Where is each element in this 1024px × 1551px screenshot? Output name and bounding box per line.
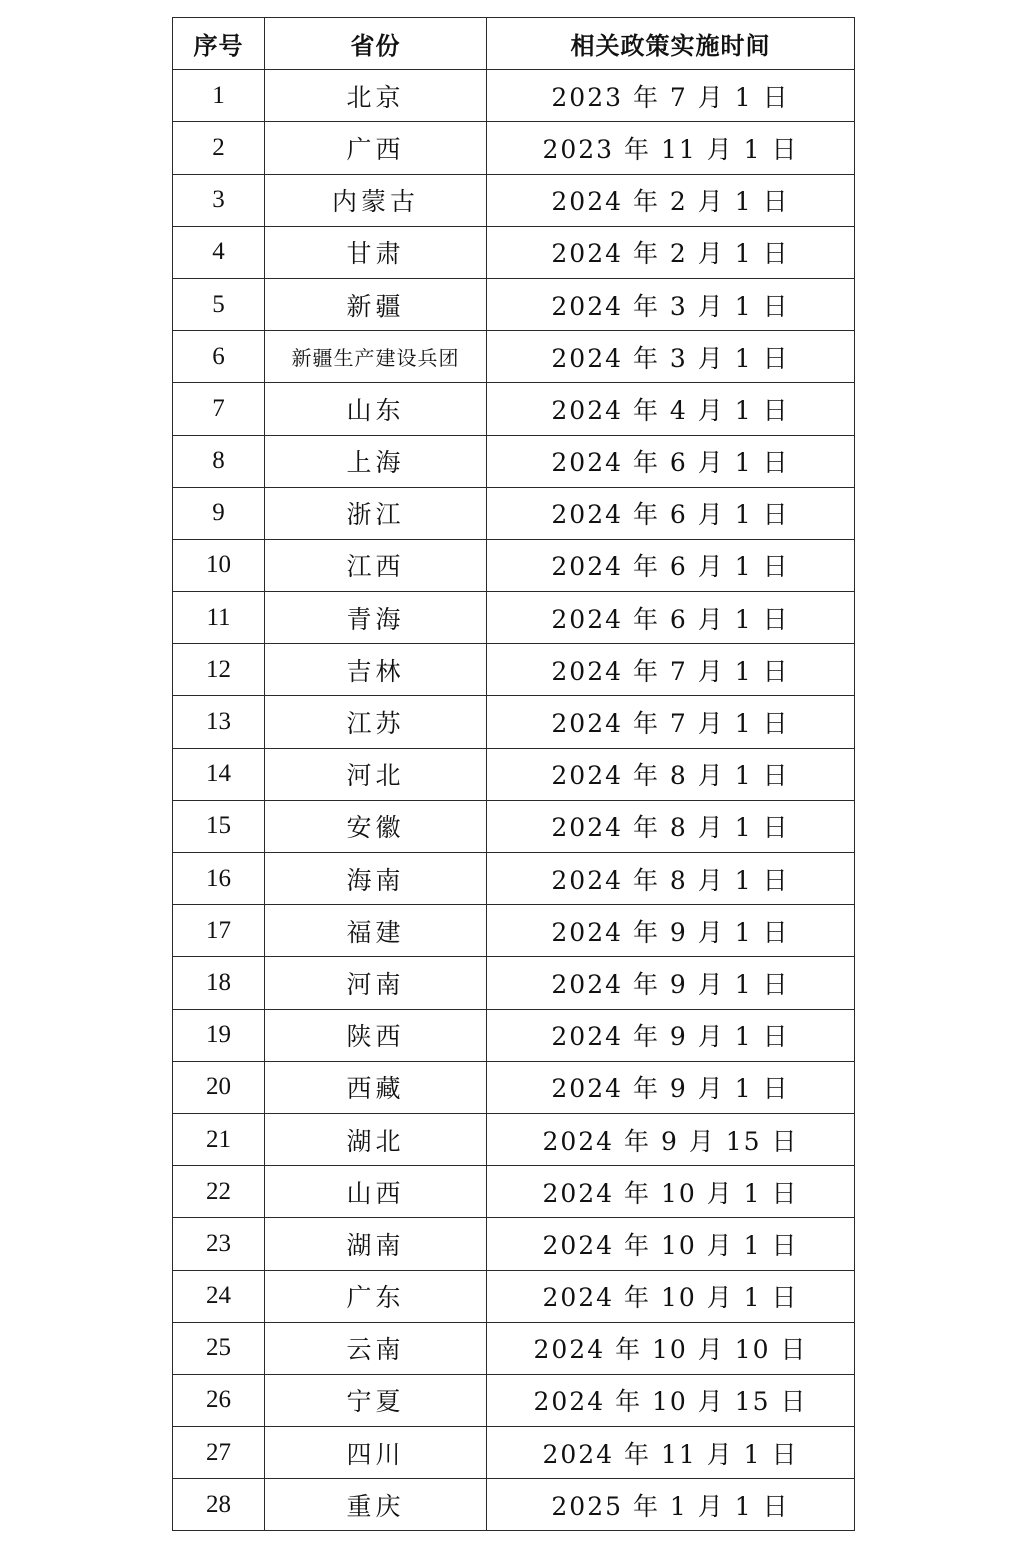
serial-number-cell: 16 — [173, 853, 265, 905]
province-cell: 新疆生产建设兵团 — [265, 331, 487, 383]
table-row — [173, 70, 855, 122]
serial-number-cell: 17 — [173, 905, 265, 957]
serial-number-cell: 7 — [173, 383, 265, 435]
table-row — [173, 696, 855, 748]
province-cell: 江苏 — [265, 696, 487, 748]
serial-number-cell: 6 — [173, 331, 265, 383]
header-implementation-date: 相关政策实施时间 — [487, 18, 855, 70]
implementation-date-cell: 2024 年 6 月 1 日 — [487, 435, 855, 487]
table-row — [173, 1322, 855, 1374]
implementation-date-cell: 2024 年 8 月 1 日 — [487, 800, 855, 852]
table-row — [173, 1374, 855, 1426]
table-row — [173, 800, 855, 852]
table-row — [173, 383, 855, 435]
implementation-date-cell: 2024 年 10 月 1 日 — [487, 1270, 855, 1322]
table-row — [173, 1113, 855, 1165]
implementation-date-cell: 2024 年 9 月 15 日 — [487, 1113, 855, 1165]
table-row — [173, 1427, 855, 1479]
province-cell: 河南 — [265, 957, 487, 1009]
serial-number-cell: 13 — [173, 696, 265, 748]
province-cell: 海南 — [265, 853, 487, 905]
implementation-date-cell: 2024 年 10 月 10 日 — [487, 1322, 855, 1374]
implementation-date-cell: 2024 年 11 月 1 日 — [487, 1427, 855, 1479]
serial-number-cell: 18 — [173, 957, 265, 1009]
province-cell: 西藏 — [265, 1061, 487, 1113]
table-row — [173, 1270, 855, 1322]
policy-table-container — [172, 17, 854, 1531]
table-row — [173, 122, 855, 174]
policy-implementation-table — [172, 17, 855, 1531]
implementation-date-cell: 2024 年 10 月 1 日 — [487, 1166, 855, 1218]
table-row — [173, 853, 855, 905]
table-row — [173, 174, 855, 226]
serial-number-cell: 8 — [173, 435, 265, 487]
implementation-date-cell: 2024 年 4 月 1 日 — [487, 383, 855, 435]
serial-number-cell: 28 — [173, 1479, 265, 1531]
implementation-date-cell: 2023 年 7 月 1 日 — [487, 70, 855, 122]
table-row — [173, 539, 855, 591]
province-cell: 新疆 — [265, 278, 487, 330]
table-row — [173, 905, 855, 957]
province-cell: 山东 — [265, 383, 487, 435]
province-cell: 四川 — [265, 1427, 487, 1479]
province-cell: 云南 — [265, 1322, 487, 1374]
province-cell: 广西 — [265, 122, 487, 174]
serial-number-cell: 27 — [173, 1427, 265, 1479]
table-row — [173, 1166, 855, 1218]
implementation-date-cell: 2024 年 2 月 1 日 — [487, 226, 855, 278]
table-row — [173, 592, 855, 644]
serial-number-cell: 2 — [173, 122, 265, 174]
province-cell: 安徽 — [265, 800, 487, 852]
serial-number-cell: 22 — [173, 1166, 265, 1218]
header-province: 省份 — [265, 18, 487, 70]
province-cell: 北京 — [265, 70, 487, 122]
table-row — [173, 1479, 855, 1531]
serial-number-cell: 14 — [173, 748, 265, 800]
table-row — [173, 644, 855, 696]
implementation-date-cell: 2024 年 6 月 1 日 — [487, 592, 855, 644]
serial-number-cell: 15 — [173, 800, 265, 852]
table-row — [173, 748, 855, 800]
serial-number-cell: 3 — [173, 174, 265, 226]
serial-number-cell: 26 — [173, 1374, 265, 1426]
serial-number-cell: 23 — [173, 1218, 265, 1270]
province-cell: 江西 — [265, 539, 487, 591]
implementation-date-cell: 2024 年 7 月 1 日 — [487, 696, 855, 748]
serial-number-cell: 25 — [173, 1322, 265, 1374]
serial-number-cell: 21 — [173, 1113, 265, 1165]
province-cell: 河北 — [265, 748, 487, 800]
province-cell: 上海 — [265, 435, 487, 487]
serial-number-cell: 20 — [173, 1061, 265, 1113]
serial-number-cell: 10 — [173, 539, 265, 591]
table-row — [173, 487, 855, 539]
header-serial-number: 序号 — [173, 18, 265, 70]
table-row — [173, 331, 855, 383]
province-cell: 内蒙古 — [265, 174, 487, 226]
province-cell: 宁夏 — [265, 1374, 487, 1426]
implementation-date-cell: 2024 年 10 月 15 日 — [487, 1374, 855, 1426]
table-row — [173, 1061, 855, 1113]
serial-number-cell: 11 — [173, 592, 265, 644]
implementation-date-cell: 2024 年 9 月 1 日 — [487, 957, 855, 1009]
table-row — [173, 957, 855, 1009]
implementation-date-cell: 2024 年 9 月 1 日 — [487, 1061, 855, 1113]
province-cell: 甘肃 — [265, 226, 487, 278]
serial-number-cell: 24 — [173, 1270, 265, 1322]
implementation-date-cell: 2024 年 9 月 1 日 — [487, 1009, 855, 1061]
implementation-date-cell: 2024 年 2 月 1 日 — [487, 174, 855, 226]
serial-number-cell: 12 — [173, 644, 265, 696]
serial-number-cell: 4 — [173, 226, 265, 278]
province-cell: 陕西 — [265, 1009, 487, 1061]
table-header-row — [173, 18, 855, 70]
province-cell: 山西 — [265, 1166, 487, 1218]
implementation-date-cell: 2024 年 3 月 1 日 — [487, 331, 855, 383]
implementation-date-cell: 2024 年 7 月 1 日 — [487, 644, 855, 696]
implementation-date-cell: 2024 年 10 月 1 日 — [487, 1218, 855, 1270]
implementation-date-cell: 2024 年 6 月 1 日 — [487, 487, 855, 539]
table-row — [173, 1009, 855, 1061]
province-cell: 湖北 — [265, 1113, 487, 1165]
implementation-date-cell: 2025 年 1 月 1 日 — [487, 1479, 855, 1531]
province-cell: 吉林 — [265, 644, 487, 696]
implementation-date-cell: 2024 年 9 月 1 日 — [487, 905, 855, 957]
implementation-date-cell: 2023 年 11 月 1 日 — [487, 122, 855, 174]
province-cell: 广东 — [265, 1270, 487, 1322]
province-cell: 青海 — [265, 592, 487, 644]
implementation-date-cell: 2024 年 8 月 1 日 — [487, 853, 855, 905]
table-row — [173, 226, 855, 278]
table-body — [173, 70, 855, 1531]
serial-number-cell: 9 — [173, 487, 265, 539]
province-cell: 浙江 — [265, 487, 487, 539]
province-cell: 重庆 — [265, 1479, 487, 1531]
serial-number-cell: 19 — [173, 1009, 265, 1061]
implementation-date-cell: 2024 年 8 月 1 日 — [487, 748, 855, 800]
province-cell: 湖南 — [265, 1218, 487, 1270]
table-row — [173, 278, 855, 330]
serial-number-cell: 5 — [173, 278, 265, 330]
implementation-date-cell: 2024 年 3 月 1 日 — [487, 278, 855, 330]
serial-number-cell: 1 — [173, 70, 265, 122]
implementation-date-cell: 2024 年 6 月 1 日 — [487, 539, 855, 591]
province-cell: 福建 — [265, 905, 487, 957]
table-row — [173, 435, 855, 487]
table-row — [173, 1218, 855, 1270]
